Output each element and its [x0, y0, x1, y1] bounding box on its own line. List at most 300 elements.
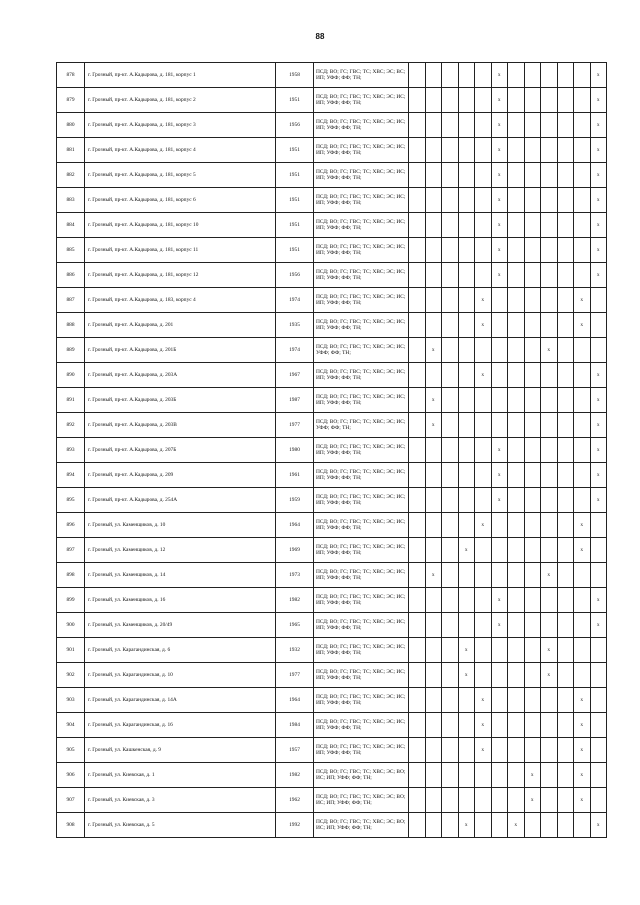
mark-cell: [574, 588, 591, 613]
mark-cell: [508, 738, 525, 763]
mark-cell: [475, 238, 492, 263]
mark-cell: [541, 463, 558, 488]
mark-cell: [475, 438, 492, 463]
mark-cell: [475, 338, 492, 363]
mark-cell: [590, 713, 607, 738]
mark-cell: [557, 538, 574, 563]
services-cell: ПСД; ВО; ГС; ГВС; ТС; ХВС; ЭС; ИС; УФФ; ФФ; ТН;: [314, 338, 409, 363]
address-cell: г. Грозный, пр-кт. А.Кадырова, д. 181, корпус 4: [85, 138, 276, 163]
row-number-cell: 880: [57, 113, 85, 138]
services-cell: ПСД; ВО; ГС; ГВС; ТС; ХВС; ЭС; ИС; ИП; УФФ; ФФ; ТН;: [314, 713, 409, 738]
mark-cell: [409, 563, 426, 588]
mark-cell: [508, 63, 525, 88]
address-cell: г. Грозный, пр-кт. А.Кадырова, д. 181, корпус 2: [85, 88, 276, 113]
table-row: [57, 713, 607, 738]
mark-cell: [409, 588, 426, 613]
year-built-cell: 1965: [276, 613, 314, 638]
row-number-cell: 893: [57, 438, 85, 463]
mark-cell: [425, 363, 442, 388]
table-row: [57, 63, 607, 88]
mark-cell: [409, 613, 426, 638]
address-cell: г. Грозный, пр-кт. А.Кадырова, д. 207Б: [85, 438, 276, 463]
mark-cell: [409, 663, 426, 688]
mark-cell: [458, 88, 475, 113]
mark-cell: x: [590, 213, 607, 238]
mark-cell: x: [590, 613, 607, 638]
year-built-cell: 1967: [276, 363, 314, 388]
mark-cell: [574, 213, 591, 238]
mark-cell: [590, 663, 607, 688]
services-cell: ПСД; ВО; ГС; ГВС; ТС; ХВС; ЭС; ИС; ИП; УФФ; ФФ; ТН;: [314, 588, 409, 613]
mark-cell: [442, 363, 459, 388]
housing-registry-table: [56, 62, 607, 838]
mark-cell: [458, 188, 475, 213]
address-cell: г. Грозный, пр-кт. А.Кадырова, д. 203В: [85, 413, 276, 438]
mark-cell: [475, 88, 492, 113]
address-cell: г. Грозный, ул. Карагандинская, д. 14А: [85, 688, 276, 713]
mark-cell: [557, 238, 574, 263]
table-row: [57, 738, 607, 763]
address-cell: г. Грозный, пр-кт. А.Кадырова, д. 181, корпус 10: [85, 213, 276, 238]
year-built-cell: 1973: [276, 563, 314, 588]
mark-cell: x: [491, 438, 508, 463]
mark-cell: [574, 363, 591, 388]
row-number-cell: 908: [57, 813, 85, 838]
services-cell: ПСД; ВО; ГС; ГВС; ТС; ХВС; ЭС; ИС; ИП; УФФ; ФФ; ТН;: [314, 513, 409, 538]
table-row: [57, 538, 607, 563]
mark-cell: [409, 713, 426, 738]
mark-cell: [425, 163, 442, 188]
mark-cell: [574, 388, 591, 413]
mark-cell: [442, 738, 459, 763]
mark-cell: [425, 288, 442, 313]
table-row: [57, 813, 607, 838]
mark-cell: x: [590, 438, 607, 463]
mark-cell: [508, 638, 525, 663]
address-cell: г. Грозный, пр-кт. А.Кадырова, д. 181, корпус 3: [85, 113, 276, 138]
mark-cell: [442, 313, 459, 338]
mark-cell: [475, 763, 492, 788]
table-row: [57, 88, 607, 113]
mark-cell: [442, 263, 459, 288]
mark-cell: [491, 363, 508, 388]
row-number-cell: 888: [57, 313, 85, 338]
mark-cell: [508, 288, 525, 313]
mark-cell: [541, 763, 558, 788]
row-number-cell: 899: [57, 588, 85, 613]
mark-cell: [557, 763, 574, 788]
address-cell: г. Грозный, пр-кт. А.Кадырова, д. 254А: [85, 488, 276, 513]
mark-cell: [524, 263, 541, 288]
mark-cell: [557, 263, 574, 288]
mark-cell: [557, 338, 574, 363]
mark-cell: [475, 788, 492, 813]
mark-cell: [541, 738, 558, 763]
mark-cell: [458, 163, 475, 188]
mark-cell: [491, 638, 508, 663]
year-built-cell: 1951: [276, 138, 314, 163]
mark-cell: x: [541, 638, 558, 663]
mark-cell: [425, 638, 442, 663]
mark-cell: [409, 288, 426, 313]
row-number-cell: 892: [57, 413, 85, 438]
mark-cell: [557, 363, 574, 388]
mark-cell: x: [574, 688, 591, 713]
mark-cell: [574, 463, 591, 488]
services-cell: ПСД; ВО; ГС; ГВС; ТС; ХВС; ЭС; ИС; ИП; УФФ; ФФ; ТН;: [314, 88, 409, 113]
services-cell: ПСД; ВО; ГС; ГВС; ТС; ХВС; ЭС; ИС; ИП; УФФ; ФФ; ТН;: [314, 488, 409, 513]
address-cell: г. Грозный, ул. Каменщиков, д. 12: [85, 538, 276, 563]
mark-cell: x: [574, 288, 591, 313]
mark-cell: [557, 313, 574, 338]
mark-cell: [574, 663, 591, 688]
mark-cell: x: [475, 513, 492, 538]
mark-cell: [409, 138, 426, 163]
mark-cell: [508, 613, 525, 638]
row-number-cell: 902: [57, 663, 85, 688]
mark-cell: [491, 763, 508, 788]
mark-cell: [491, 788, 508, 813]
row-number-cell: 907: [57, 788, 85, 813]
table-row: [57, 438, 607, 463]
mark-cell: [508, 113, 525, 138]
year-built-cell: 1961: [276, 463, 314, 488]
mark-cell: [508, 788, 525, 813]
mark-cell: x: [491, 113, 508, 138]
mark-cell: [508, 338, 525, 363]
services-cell: ПСД; ВО; ГС; ГВС; ТС; ХВС; ЭС; ИС; ИП; УФФ; ФФ; ТН;: [314, 213, 409, 238]
mark-cell: [524, 363, 541, 388]
mark-cell: [442, 288, 459, 313]
mark-cell: [524, 538, 541, 563]
mark-cell: [491, 663, 508, 688]
mark-cell: [442, 188, 459, 213]
row-number-cell: 878: [57, 63, 85, 88]
mark-cell: [425, 663, 442, 688]
table-row: [57, 213, 607, 238]
mark-cell: [541, 613, 558, 638]
mark-cell: [425, 588, 442, 613]
mark-cell: [574, 338, 591, 363]
address-cell: г. Грозный, ул. Киевская, д. 3: [85, 788, 276, 813]
services-cell: ПСД; ВО; ГС; ГВС; ТС; ХВС; ЭС; ИС; ИП; УФФ; ФФ; ТН;: [314, 538, 409, 563]
mark-cell: [557, 213, 574, 238]
mark-cell: [409, 788, 426, 813]
mark-cell: [442, 88, 459, 113]
mark-cell: [541, 138, 558, 163]
mark-cell: [508, 488, 525, 513]
mark-cell: [541, 288, 558, 313]
address-cell: г. Грозный, ул. Карагандинская, д. 10: [85, 663, 276, 688]
mark-cell: [458, 138, 475, 163]
table-row: [57, 663, 607, 688]
mark-cell: [508, 663, 525, 688]
mark-cell: [409, 188, 426, 213]
mark-cell: [524, 663, 541, 688]
mark-cell: [425, 138, 442, 163]
services-cell: ПСД; ВО; ГС; ГВС; ТС; ХВС; ЭС; ИС; ИП; УФФ; ФФ; ТН;: [314, 288, 409, 313]
mark-cell: [590, 313, 607, 338]
mark-cell: [491, 338, 508, 363]
mark-cell: [541, 538, 558, 563]
address-cell: г. Грозный, ул. Киевская, д. 5: [85, 813, 276, 838]
mark-cell: x: [590, 138, 607, 163]
mark-cell: [508, 263, 525, 288]
year-built-cell: 1951: [276, 163, 314, 188]
mark-cell: [458, 763, 475, 788]
address-cell: г. Грозный, пр-кт. А.Кадырова, д. 209: [85, 463, 276, 488]
mark-cell: [574, 413, 591, 438]
services-cell: ПСД; ВО; ГС; ГВС; ТС; ХВС; ЭС; ИС; ИП; УФФ; ФФ; ТН;: [314, 388, 409, 413]
table-row: [57, 588, 607, 613]
mark-cell: [475, 488, 492, 513]
mark-cell: x: [491, 213, 508, 238]
mark-cell: [541, 513, 558, 538]
mark-cell: [458, 63, 475, 88]
mark-cell: [508, 713, 525, 738]
mark-cell: x: [541, 563, 558, 588]
mark-cell: [458, 613, 475, 638]
mark-cell: [590, 738, 607, 763]
mark-cell: [557, 138, 574, 163]
mark-cell: x: [590, 388, 607, 413]
table-row: [57, 613, 607, 638]
mark-cell: [458, 463, 475, 488]
page-number: 88: [315, 32, 325, 41]
mark-cell: [590, 338, 607, 363]
services-cell: ПСД; ВО; ГС; ГВС; ТС; ХВС; ЭС; ИС; ИП; УФФ; ФФ; ТН;: [314, 738, 409, 763]
row-number-cell: 887: [57, 288, 85, 313]
year-built-cell: 1984: [276, 713, 314, 738]
mark-cell: [557, 663, 574, 688]
mark-cell: [557, 713, 574, 738]
mark-cell: [442, 388, 459, 413]
services-cell: ПСД; ВО; ГС; ГВС; ТС; ХВС; ЭС; ИС; ИП; УФФ; ФФ; ТН;: [314, 238, 409, 263]
mark-cell: [442, 463, 459, 488]
mark-cell: [491, 688, 508, 713]
year-built-cell: 1987: [276, 388, 314, 413]
mark-cell: [574, 88, 591, 113]
row-number-cell: 897: [57, 538, 85, 563]
mark-cell: [425, 463, 442, 488]
address-cell: г. Грозный, пр-кт. А.Кадырова, д. 183, корпус 4: [85, 288, 276, 313]
mark-cell: [557, 813, 574, 838]
mark-cell: [409, 363, 426, 388]
row-number-cell: 906: [57, 763, 85, 788]
table-row: [57, 138, 607, 163]
mark-cell: [458, 588, 475, 613]
services-cell: ПСД; ВО; ГС; ГВС; ТС; ХВС; ЭС; ИС; ИП; УФФ; ФФ; ТН;: [314, 188, 409, 213]
mark-cell: [524, 638, 541, 663]
services-cell: ПСД; ВО; ГС; ГВС; ТС; ХВС; ЭС; ИС; ИП; УФФ; ФФ; ТН;: [314, 113, 409, 138]
mark-cell: x: [491, 613, 508, 638]
mark-cell: [409, 163, 426, 188]
mark-cell: x: [475, 688, 492, 713]
row-number-cell: 904: [57, 713, 85, 738]
mark-cell: [491, 738, 508, 763]
year-built-cell: 1977: [276, 663, 314, 688]
year-built-cell: 1958: [276, 63, 314, 88]
mark-cell: [491, 288, 508, 313]
services-cell: ПСД; ВО; ГС; ГВС; ТС; ХВС; ЭС; ИС; ИП; УФФ; ФФ; ТН;: [314, 463, 409, 488]
mark-cell: [574, 188, 591, 213]
year-built-cell: 1951: [276, 88, 314, 113]
mark-cell: [557, 788, 574, 813]
mark-cell: [541, 263, 558, 288]
mark-cell: [425, 488, 442, 513]
mark-cell: [557, 413, 574, 438]
mark-cell: x: [475, 313, 492, 338]
mark-cell: [425, 538, 442, 563]
mark-cell: [442, 113, 459, 138]
mark-cell: x: [508, 813, 525, 838]
mark-cell: [508, 363, 525, 388]
mark-cell: [524, 688, 541, 713]
table-row: [57, 488, 607, 513]
mark-cell: [442, 638, 459, 663]
services-cell: ПСД; ВО; ГС; ГВС; ТС; ХВС; ЭС; ВО; ИС; ИП; УФФ; ФФ; ТН;: [314, 788, 409, 813]
mark-cell: [409, 813, 426, 838]
mark-cell: [409, 88, 426, 113]
services-cell: ПСД; ВО; ГС; ГВС; ТС; ХВС; ЭС; ИС; ИП; УФФ; ФФ; ТН;: [314, 563, 409, 588]
mark-cell: [442, 63, 459, 88]
mark-cell: x: [458, 638, 475, 663]
mark-cell: [541, 388, 558, 413]
mark-cell: [425, 88, 442, 113]
mark-cell: x: [574, 788, 591, 813]
mark-cell: [475, 663, 492, 688]
mark-cell: [574, 238, 591, 263]
mark-cell: [557, 563, 574, 588]
mark-cell: [541, 438, 558, 463]
mark-cell: [475, 163, 492, 188]
row-number-cell: 882: [57, 163, 85, 188]
year-built-cell: 1956: [276, 263, 314, 288]
mark-cell: [590, 288, 607, 313]
mark-cell: [475, 538, 492, 563]
services-cell: ПСД; ВО; ГС; ГВС; ТС; ХВС; ЭС; ИС; ИП; УФФ; ФФ; ТН;: [314, 263, 409, 288]
address-cell: г. Грозный, ул. Каменщиков, д. 16: [85, 588, 276, 613]
table-row: [57, 388, 607, 413]
mark-cell: [409, 313, 426, 338]
mark-cell: [508, 138, 525, 163]
mark-cell: [574, 613, 591, 638]
address-cell: г. Грозный, ул. Каменщиков, д. 10: [85, 513, 276, 538]
row-number-cell: 895: [57, 488, 85, 513]
year-built-cell: 1964: [276, 513, 314, 538]
mark-cell: [524, 463, 541, 488]
mark-cell: [557, 438, 574, 463]
row-number-cell: 905: [57, 738, 85, 763]
mark-cell: [425, 713, 442, 738]
mark-cell: [508, 88, 525, 113]
mark-cell: [409, 763, 426, 788]
mark-cell: [475, 413, 492, 438]
mark-cell: [574, 813, 591, 838]
mark-cell: [409, 738, 426, 763]
mark-cell: [524, 138, 541, 163]
row-number-cell: 883: [57, 188, 85, 213]
mark-cell: [458, 563, 475, 588]
mark-cell: [442, 213, 459, 238]
year-built-cell: 1951: [276, 238, 314, 263]
mark-cell: x: [524, 763, 541, 788]
mark-cell: [557, 588, 574, 613]
mark-cell: [557, 738, 574, 763]
mark-cell: [409, 513, 426, 538]
year-built-cell: 1959: [276, 488, 314, 513]
mark-cell: [524, 163, 541, 188]
mark-cell: [508, 688, 525, 713]
mark-cell: x: [524, 788, 541, 813]
mark-cell: [508, 238, 525, 263]
mark-cell: [425, 613, 442, 638]
mark-cell: [425, 213, 442, 238]
mark-cell: [425, 438, 442, 463]
mark-cell: [508, 588, 525, 613]
mark-cell: [458, 688, 475, 713]
mark-cell: [574, 438, 591, 463]
mark-cell: [524, 588, 541, 613]
mark-cell: x: [590, 463, 607, 488]
services-cell: ПСД; ВО; ГС; ГВС; ТС; ХВС; ЭС; ИС; ИП; УФФ; ФФ; ТН;: [314, 438, 409, 463]
mark-cell: x: [590, 263, 607, 288]
mark-cell: x: [590, 813, 607, 838]
mark-cell: [442, 813, 459, 838]
mark-cell: [524, 413, 541, 438]
mark-cell: [458, 238, 475, 263]
mark-cell: x: [541, 663, 558, 688]
mark-cell: x: [425, 413, 442, 438]
mark-cell: [458, 338, 475, 363]
mark-cell: [409, 388, 426, 413]
address-cell: г. Грозный, пр-кт. А.Кадырова, д. 201: [85, 313, 276, 338]
mark-cell: [524, 188, 541, 213]
year-built-cell: 1957: [276, 738, 314, 763]
mark-cell: [409, 438, 426, 463]
row-number-cell: 901: [57, 638, 85, 663]
year-built-cell: 1980: [276, 438, 314, 463]
mark-cell: [442, 163, 459, 188]
mark-cell: [524, 813, 541, 838]
mark-cell: [475, 638, 492, 663]
mark-cell: [425, 188, 442, 213]
mark-cell: [557, 88, 574, 113]
mark-cell: [574, 563, 591, 588]
mark-cell: x: [574, 513, 591, 538]
mark-cell: [442, 338, 459, 363]
mark-cell: [491, 813, 508, 838]
mark-cell: [524, 88, 541, 113]
mark-cell: x: [491, 188, 508, 213]
services-cell: ПСД; ВО; ГС; ГВС; ТС; ХВС; ЭС; ИС; ИП; УФФ; ФФ; ТН;: [314, 638, 409, 663]
mark-cell: [541, 213, 558, 238]
address-cell: г. Грозный, пр-кт. А.Кадырова, д. 201Б: [85, 338, 276, 363]
address-cell: г. Грозный, ул. Карагандинская, д. 6: [85, 638, 276, 663]
row-number-cell: 896: [57, 513, 85, 538]
mark-cell: [409, 238, 426, 263]
mark-cell: [442, 563, 459, 588]
mark-cell: [557, 113, 574, 138]
mark-cell: [442, 588, 459, 613]
mark-cell: [458, 213, 475, 238]
mark-cell: [590, 763, 607, 788]
mark-cell: x: [590, 163, 607, 188]
mark-cell: [541, 713, 558, 738]
mark-cell: [524, 563, 541, 588]
address-cell: г. Грозный, пр-кт. А.Кадырова, д. 181, корпус 6: [85, 188, 276, 213]
mark-cell: x: [590, 413, 607, 438]
